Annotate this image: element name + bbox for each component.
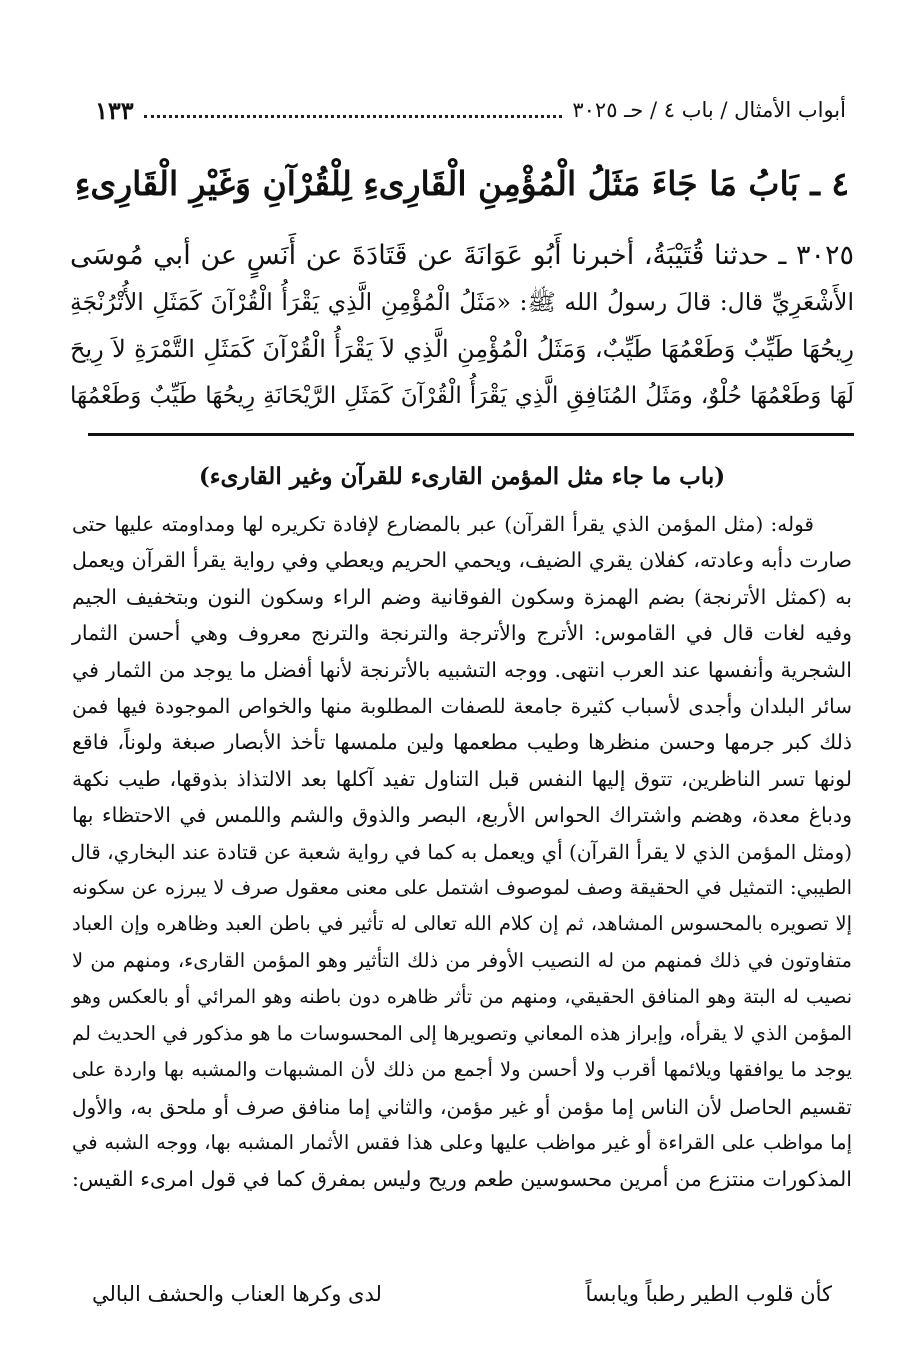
hadith-line: ٣٠٢٥ ـ حدثنا قُتَيْبَةُ، أخبرنا أَبُو عَوَانَةَ عن قَتَادَةَ عن أَنَسٍ عن أبي مُوسَى — [70, 240, 854, 271]
dotted-leader — [144, 115, 563, 118]
commentary-line: متفاوتون في ذلك فمنهم من له النصيب الأوفر من ذلك التأثير وهو المؤمن القارىء، ومنهم من لا — [72, 948, 852, 972]
commentary-line: (ومثل المؤمن الذي لا يقرأ القرآن) أي ويعمل به كما في رواية شعبة عن قتادة عند البخاري، قال — [70, 839, 852, 864]
commentary-line: به (كمثل الأترنجة) بضم الهمزة وسكون الفوقانية وضم الراء وسكون النون وبتخفيف الجيم — [72, 584, 852, 609]
commentary-line: ذلك كبر جرمها وحسن منظرها وطيب مطعمها ولين ملمسها تأخذ الأبصار صبغة ولوناً، فاقع — [72, 730, 852, 755]
commentary-line: ودباغ معدة، وهضم واشتراك الحواس الأربع، البصر والذوق والشم واللمس في الاحتظاء بها — [72, 803, 852, 828]
poem-verse — [92, 1276, 832, 1316]
commentary-heading: (باب ما جاء مثل المؤمن القارىء للقرآن وغير القارىء) — [198, 463, 726, 490]
poem-first-hemistich: كأن قلوب الطير رطباً ويابساً — [585, 1282, 832, 1306]
commentary-line: إما مواظب على القراءة أو غير مواظب عليها وعلى هذا فقس الأثمار المشبه بها، ووجه الشبه في — [72, 1130, 852, 1154]
commentary-line: صارت دأبه وعادته، كفلان يقري الضيف، ويحمي الحريم ويعطي وفي رواية يقرأ القرآن ويعمل — [72, 548, 852, 573]
commentary-line: سائر البلدان وأجدى لأسباب كثيرة جامعة للصفات المطلوبة منها والخواص الموجودة فيها فمن — [72, 694, 852, 719]
commentary-line: الطيبي: التمثيل في الحقيقة وصف لموصوف اشتمل على معنى معقول صرف لا يبرزه عن سكونه — [72, 876, 852, 900]
commentary-line: لونها تسر الناظرين، تتوق إليها النفس قبل التناول تفيد آكلها بعد الالتذاذ بذوقها، طيب نكهة — [72, 766, 852, 791]
poem-second-hemistich: لدى وكرها العناب والحشف البالي — [92, 1282, 382, 1306]
footnote-divider — [88, 433, 854, 436]
commentary-line: قوله: (مثل المؤمن الذي يقرأ القرآن) عبر بالمضارع لإفادة تكريره لها ومداومته عليها حتى — [72, 512, 814, 536]
hadith-line: الأَشْعَرِيِّ قال: قالَ رسولُ الله ﷺ: «مَثَلُ الْمُؤْمِنِ الَّذِي يَقْرَأُ الْقُرْآنَ كَمَثَلِ الأُتْرُنْجَةِ — [70, 288, 854, 316]
commentary-body — [72, 506, 852, 1198]
commentary-line: المؤمن الذي لا يقرأه، وإبراز هذه المعاني وتصويرها إلى المحسوسات ما هو مذكور في الحديث لم — [72, 1021, 852, 1045]
commentary-line: إلا تصويره بالمحسوس المشاهد، ثم إن كلام الله تعالى له تأثير في باطن العبد وظاهره وإن العباد — [72, 912, 852, 936]
commentary-line: نصيب له البتة وهو المنافق الحقيقي، ومنهم من تأثر ظاهره دون باطنه وهو المرائي أو بالعكس وهو — [72, 986, 852, 1009]
hadith-text — [70, 232, 854, 420]
chapter-title: ٤ ـ بَابُ مَا جَاءَ مَثَلُ الْمُؤْمِنِ الْقَارِىءِ لِلْقُرْآنِ وَغَيْرِ الْقَارِىءِ — [74, 164, 850, 203]
hadith-line: رِيحُهَا طَيِّبٌ وَطَعْمُهَا طَيِّبٌ، وَمَثَلُ الْمُؤْمِنِ الَّذِي لاَ يَقْرَأُ الْقُرْآنَ كَمَثَلِ التَّمْرَةِ لاَ رِيحَ — [70, 335, 854, 363]
commentary-line: وفيه لغات قال في القاموس: الأترج والأترجة والترنجة والترنج معروف وهي أحسن الثمار — [72, 621, 852, 646]
commentary-line: المذكورات منتزع من أمرين محسوسين طعم وريح وليس بمفرق كما في قول امرىء القيس: — [72, 1167, 852, 1192]
commentary-line: الشجرية وأنفسها عند العرب انتهى. ووجه التشبيه بالأترنجة لأنها أفضل ما يوجد من الثمار في — [72, 657, 852, 682]
running-head — [95, 90, 846, 130]
hadith-line: لَهَا وَطَعْمُهَا حُلْوٌ، ومَثَلُ المُنَافِقِ الَّذِي يَقْرَأُ الْقُرْآنَ كَمَثَلِ الرَّيْحَانَةِ رِيحُهَا طَيِّبٌ وَطَعْمُهَا — [70, 383, 854, 409]
commentary-line: تقسيم الحاصل لأن الناس إما مؤمن أو غير مؤمن، والثاني إما منافق صرف أو ملحق به، والأول — [72, 1094, 852, 1119]
running-head-title: أبواب الأمثال / باب ٤ / حـ ٣٠٢٥ — [572, 98, 846, 122]
commentary-line: يوجد ما يوافقها ويلائمها أقرب ولا أحسن ولا أجمع من ذلك لأن المشبهات والمشبه بها واردة على — [72, 1058, 852, 1082]
page-number: ١٣٣ — [95, 95, 134, 125]
